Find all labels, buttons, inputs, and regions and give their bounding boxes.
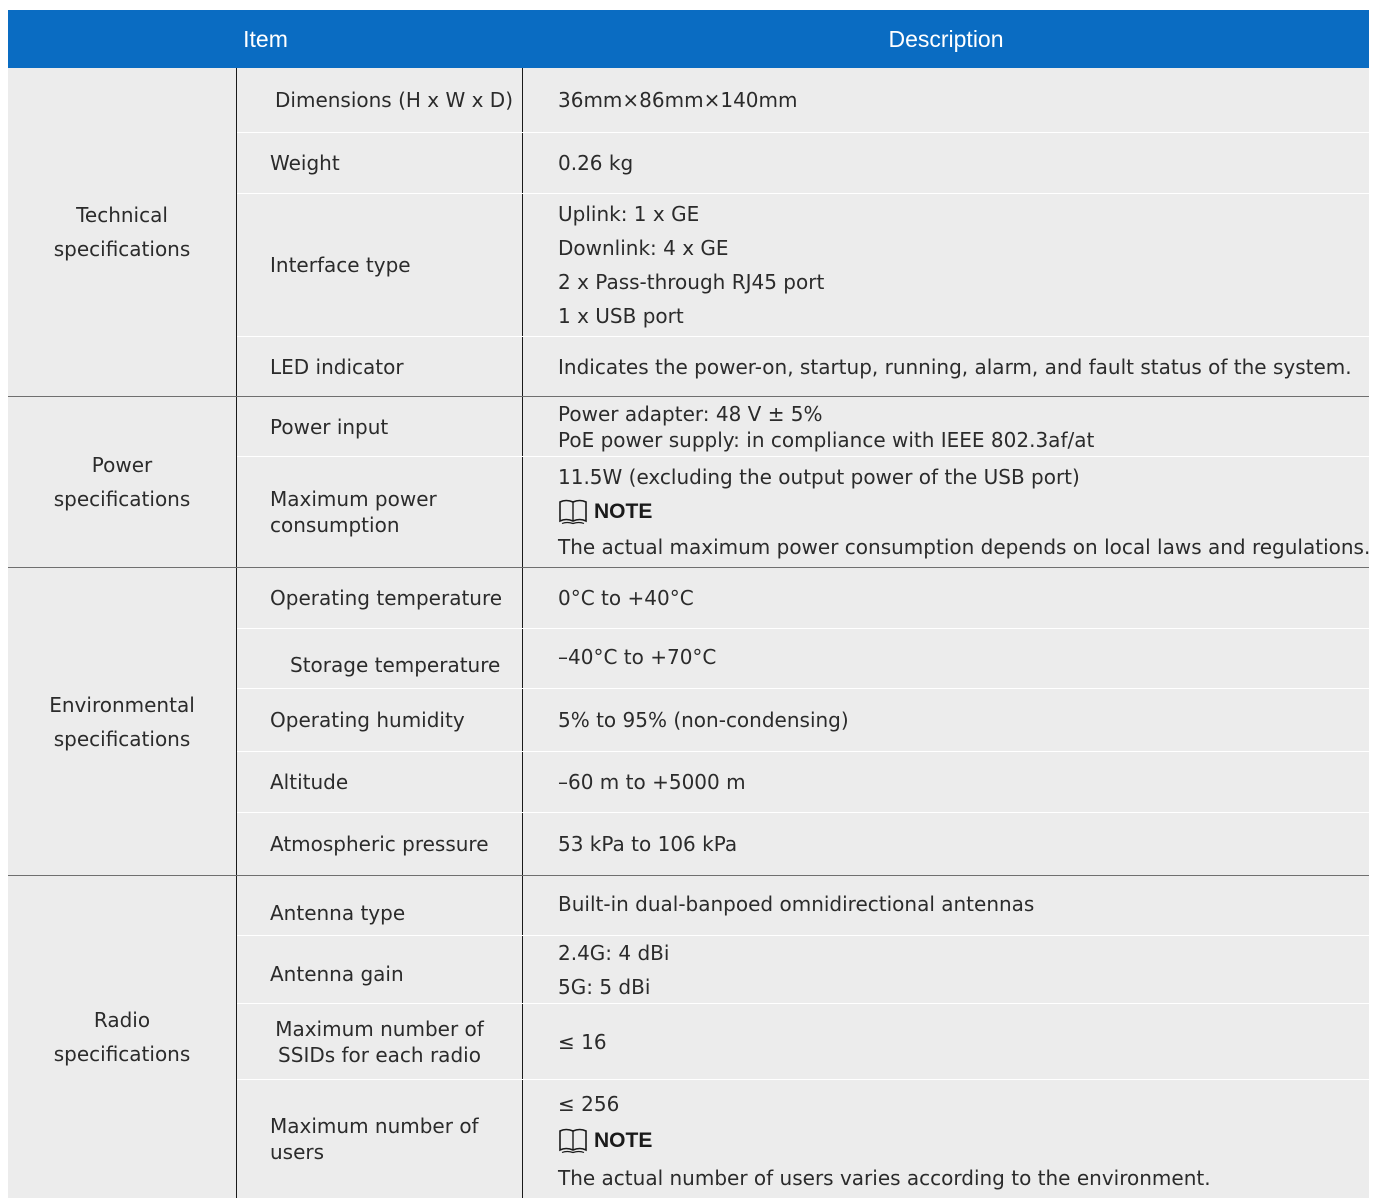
- desc-atmospheric-pressure: [523, 813, 1369, 875]
- desc-text: 11.5W (excluding the output power of the USB port): [558, 465, 1080, 489]
- desc-text: 0.26 kg: [558, 151, 634, 175]
- desc-weight: [523, 133, 1369, 193]
- category-environmental: [8, 568, 236, 875]
- desc-text: Uplink: 1 x GE: [558, 202, 700, 226]
- desc-antenna-type: [523, 876, 1369, 935]
- desc-text: Power adapter: 48 V ± 5%: [558, 401, 823, 426]
- desc-altitude: [523, 752, 1369, 812]
- desc-text: ≤ 256: [558, 1092, 620, 1116]
- item-storage-temperature: [237, 629, 522, 688]
- desc-max-users: [523, 1080, 1369, 1198]
- item-text: Maximum number of: [275, 1016, 484, 1041]
- desc-interface-type: [523, 194, 1369, 336]
- desc-text: 1 x USB port: [558, 304, 684, 328]
- item-text: Atmospheric pressure: [270, 832, 489, 856]
- item-text: consumption: [270, 513, 400, 537]
- category-technical: [8, 68, 236, 396]
- category-line: specifications: [53, 487, 191, 511]
- item-max-power: [237, 457, 522, 567]
- item-text: Power input: [270, 414, 389, 439]
- category-radio: [8, 876, 236, 1198]
- desc-text: –40°C to +70°C: [558, 644, 717, 669]
- desc-storage-temperature: [523, 629, 1369, 688]
- desc-text: 53 kPa to 106 kPa: [558, 832, 738, 856]
- item-text: LED indicator: [270, 354, 404, 379]
- item-max-users: [237, 1080, 522, 1198]
- item-antenna-gain: [237, 936, 522, 1003]
- item-max-ssids: [237, 1004, 522, 1079]
- desc-antenna-gain: [523, 936, 1369, 1003]
- desc-text: –60 m to +5000 m: [558, 770, 746, 794]
- desc-text: Downlink: 4 x GE: [558, 236, 729, 260]
- item-text: Weight: [270, 151, 340, 175]
- item-text: Altitude: [270, 770, 349, 794]
- item-text: Operating humidity: [270, 708, 465, 732]
- category-line: Radio: [93, 1008, 151, 1032]
- item-altitude: [237, 752, 522, 812]
- item-power-input: [237, 397, 522, 456]
- desc-text: 5G: 5 dBi: [558, 974, 651, 999]
- item-weight: [237, 133, 522, 193]
- open-book-icon: [558, 1128, 588, 1154]
- header-item: Item: [8, 10, 523, 68]
- category-line: specifications: [53, 237, 191, 261]
- desc-operating-temperature: [523, 568, 1369, 628]
- desc-text: 2.4G: 4 dBi: [558, 940, 670, 965]
- category-line: specifications: [53, 726, 191, 751]
- item-operating-humidity: [237, 689, 522, 751]
- item-text: Dimensions (H x W x D): [275, 88, 514, 112]
- item-text: Antenna type: [270, 900, 406, 925]
- desc-text: 2 x Pass-through RJ45 port: [558, 270, 825, 294]
- desc-dimensions: [523, 68, 1369, 132]
- item-dimensions: [237, 68, 522, 132]
- item-atmospheric-pressure: [237, 813, 522, 875]
- desc-text: Built-in dual-banpoed omnidirectional antennas: [558, 891, 1035, 916]
- desc-text: ≤ 16: [558, 1029, 607, 1054]
- header-description: Description: [523, 10, 1369, 68]
- category-line: Environmental: [49, 692, 195, 717]
- desc-text: 0°C to +40°C: [558, 586, 694, 610]
- item-antenna-type: [237, 876, 522, 935]
- item-operating-temperature: [237, 568, 522, 628]
- desc-operating-humidity: [523, 689, 1369, 751]
- category-power: [8, 397, 236, 567]
- item-text: Operating temperature: [270, 586, 503, 610]
- desc-text: 36mm×86mm×140mm: [558, 88, 798, 112]
- item-text: Maximum number of: [270, 1114, 479, 1138]
- category-line: Technical: [76, 203, 168, 227]
- note-label: NOTE: [594, 500, 653, 523]
- note-text: The actual number of users varies according to the environment.: [558, 1166, 1211, 1190]
- open-book-icon: [558, 499, 588, 525]
- desc-power-input: [523, 397, 1369, 456]
- item-text: Maximum power: [270, 487, 437, 511]
- category-line: Power: [91, 453, 153, 477]
- desc-max-ssids: [523, 1004, 1369, 1079]
- note-callout: [558, 1121, 1369, 1161]
- category-line: specifications: [53, 1042, 191, 1066]
- note-text: The actual maximum power consumption depends on local laws and regulations.: [558, 535, 1371, 559]
- note-label: NOTE: [594, 1129, 653, 1152]
- item-interface-type: [237, 194, 522, 336]
- item-text: Interface type: [270, 253, 411, 277]
- desc-led-indicator: [523, 337, 1369, 396]
- item-text: Storage temperature: [290, 652, 501, 677]
- desc-text: PoE power supply: in compliance with IEEE 802.3af/at: [558, 427, 1095, 452]
- item-text: SSIDs for each radio: [278, 1042, 481, 1067]
- desc-text: 5% to 95% (non-condensing): [558, 708, 849, 732]
- desc-max-power: [523, 457, 1369, 567]
- item-text: Antenna gain: [270, 961, 404, 986]
- note-callout: [558, 492, 1369, 532]
- item-led-indicator: [237, 337, 522, 396]
- item-text: users: [270, 1140, 325, 1164]
- spec-table: [8, 10, 1369, 1198]
- desc-text: Indicates the power-on, startup, running, alarm, and fault status of the system.: [558, 354, 1352, 379]
